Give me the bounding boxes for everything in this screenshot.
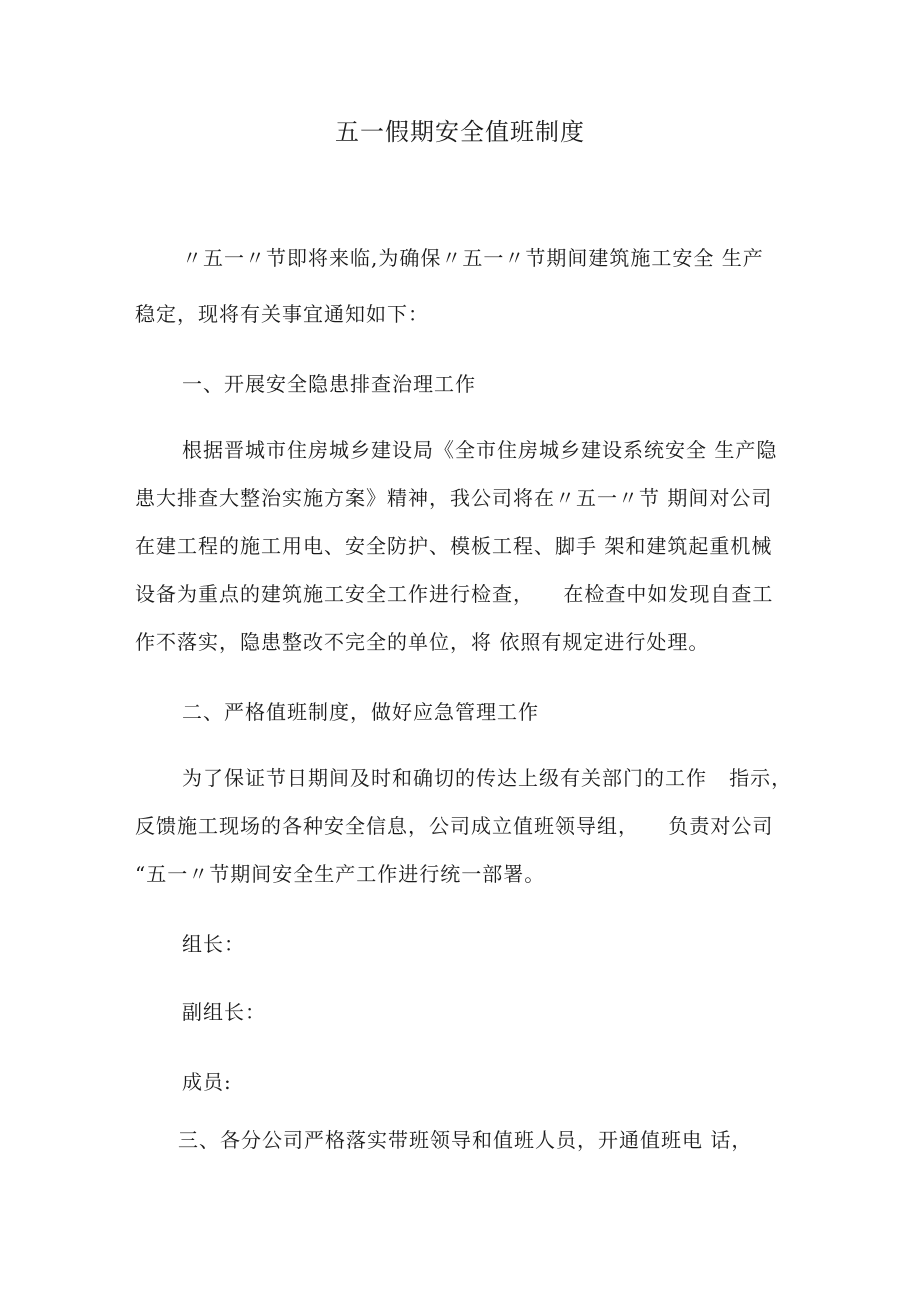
members-label: 成员: — [182, 1070, 232, 1094]
paragraph-line: 作不落实，隐患整改不完全的单位，将 依照有规定进行处理。 — [135, 630, 710, 654]
paragraph-line: 稳定，现将有关事宜通知如下： — [135, 302, 429, 326]
paragraph-line: 〃五一〃节即将来临,为确保〃五一〃节期间建筑施工安全 生产 — [182, 246, 764, 270]
paragraph-line: 在建工程的施工用电、安全防护、模板工程、脚手 架和建筑起重机械 — [135, 534, 773, 558]
paragraph-line: 患大排查大整治实施方案》精神，我公司将在〃五一〃节 期间对公司 — [135, 486, 773, 510]
deputy-leader-label: 副组长： — [182, 1000, 266, 1024]
document-title: 五一假期安全值班制度 — [335, 118, 585, 146]
paragraph-line: 设备为重点的建筑施工安全工作进行检查， 在检查中如发现自查工 — [135, 582, 774, 606]
paragraph-line: 反馈施工现场的各种安全信息，公司成立值班领导组， 负责对公司 — [135, 814, 774, 838]
paragraph-line: “五一〃节期间安全生产工作进行统一部署。 — [135, 862, 546, 886]
paragraph-line: 为了保证节日期间及时和确切的传达上级有关部门的工作 指示， — [182, 766, 793, 790]
section-heading-2: 二、严格值班制度，做好应急管理工作 — [182, 700, 539, 724]
section-heading-1: 一、开展安全隐患排查治理工作 — [182, 372, 476, 396]
team-leader-label: 组长： — [182, 932, 245, 956]
paragraph-line: 根据晋城市住房城乡建设局《全市住房城乡建设系统安全 生产隐 — [182, 438, 778, 462]
section-heading-3: 三、各分公司严格落实带班领导和值班人员，开通值班电 话， — [178, 1128, 753, 1152]
